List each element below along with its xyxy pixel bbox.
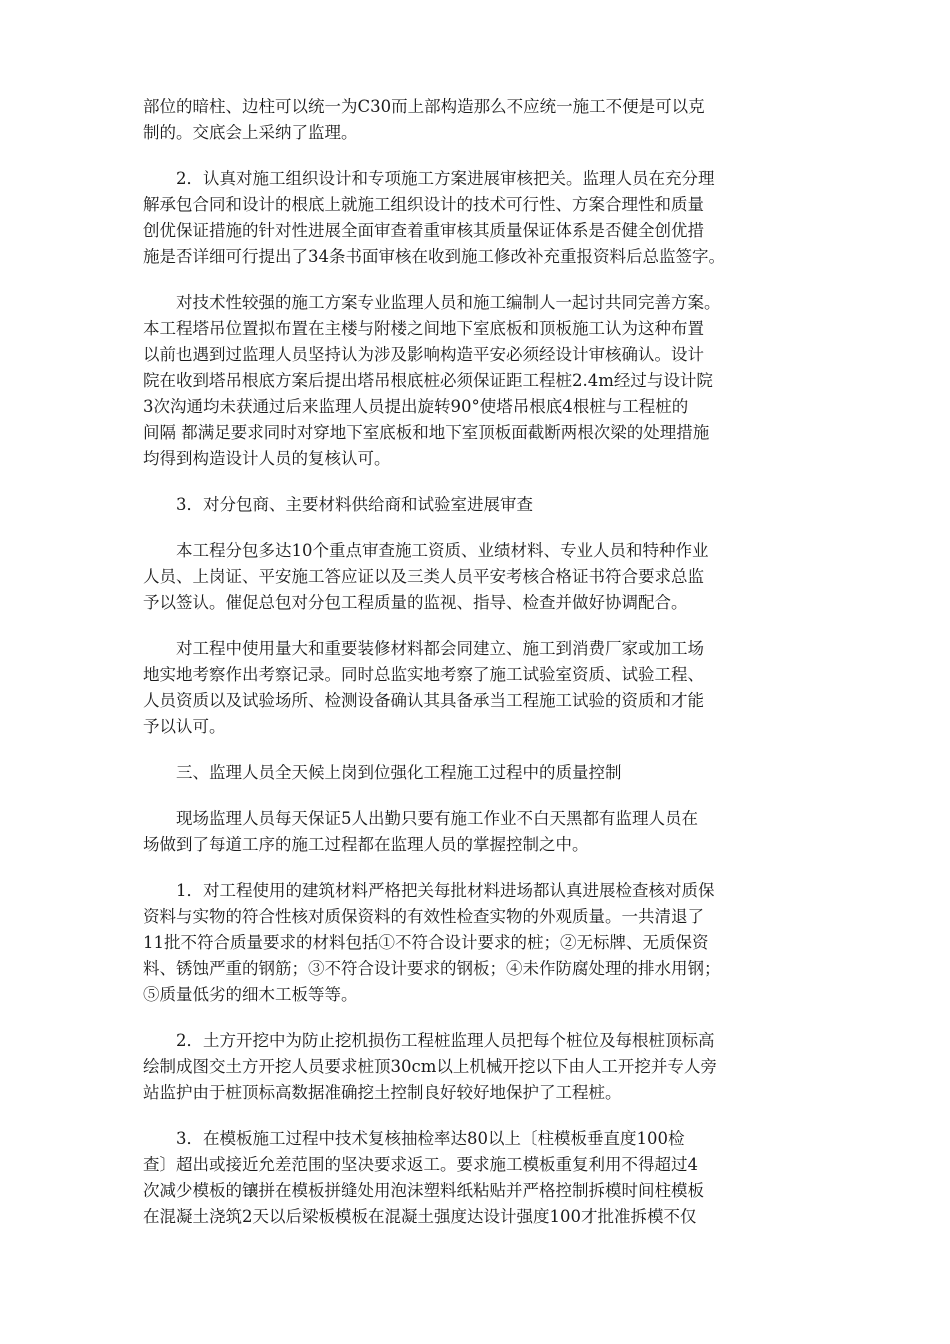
paragraph bbox=[143, 636, 823, 740]
paragraph bbox=[143, 94, 823, 146]
text-line: 部位的暗柱、边柱可以统一为C30而上部构造那么不应统一施工不便是可以克 bbox=[143, 97, 705, 116]
text-line: 次减少模板的镶拼在模板拼缝处用泡沫塑料纸粘贴并严格控制拆模时间柱模板 bbox=[143, 1181, 704, 1200]
text-line: 资料与实物的符合性核对质保资料的有效性检查实物的外观质量。一共清退了 bbox=[143, 907, 704, 926]
text-line: 三、监理人员全天候上岗到位强化工程施工过程中的质量控制 bbox=[143, 763, 622, 782]
paragraph bbox=[143, 492, 823, 518]
text-line: 2．土方开挖中为防止挖机损伤工程桩监理人员把每个桩位及每根桩顶标高 bbox=[143, 1031, 715, 1050]
text-line: ⑤质量低劣的细木工板等等。 bbox=[143, 985, 358, 1004]
text-line: 创优保证措施的针对性进展全面审查着重审核其质量保证体系是否健全创优措 bbox=[143, 221, 704, 240]
text-line: 予以认可。 bbox=[143, 717, 226, 736]
text-line: 本工程分包多达10个重点审查施工资质、业绩材料、专业人员和特种作业 bbox=[143, 541, 709, 560]
text-line: 在混凝土浇筑2天以后梁板模板在混凝土强度达设计强度100才批准拆模不仅 bbox=[143, 1207, 697, 1226]
text-line: 料、锈蚀严重的钢筋；③不符合设计要求的钢板；④未作防腐处理的排水用钢； bbox=[143, 959, 721, 978]
text-line: 均得到构造设计人员的复核认可。 bbox=[143, 449, 391, 468]
text-line: 2．认真对施工组织设计和专项施工方案进展审核把关。监理人员在充分理 bbox=[143, 169, 715, 188]
text-line: 予以签认。催促总包对分包工程质量的监视、指导、检查并做好协调配合。 bbox=[143, 593, 688, 612]
text-line: 站监护由于桩顶标高数据准确挖土控制良好较好地保护了工程桩。 bbox=[143, 1083, 622, 1102]
paragraph bbox=[143, 538, 823, 616]
text-line: 人员、上岗证、平安施工答应证以及三类人员平安考核合格证书符合要求总监 bbox=[143, 567, 704, 586]
text-line: 绘制成图交土方开挖人员要求桩顶30cm以上机械开挖以下由人工开挖并专人旁 bbox=[143, 1057, 717, 1076]
paragraph bbox=[143, 760, 823, 786]
document-body bbox=[143, 94, 823, 1250]
text-line: 3．在模板施工过程中技术复核抽检率达80以上〔柱模板垂直度100检 bbox=[143, 1129, 685, 1148]
text-line: 11批不符合质量要求的材料包括①不符合设计要求的桩；②无标牌、无质保资 bbox=[143, 933, 709, 952]
text-line: 施是否详细可行提出了34条书面审核在收到施工修改补充重报资料后总监签字。 bbox=[143, 247, 725, 266]
paragraph bbox=[143, 290, 823, 472]
text-line: 本工程塔吊位置拟布置在主楼与附楼之间地下室底板和顶板施工认为这种布置 bbox=[143, 319, 704, 338]
text-line: 现场监理人员每天保证5人出勤只要有施工作业不白天黑都有监理人员在 bbox=[143, 809, 698, 828]
paragraph bbox=[143, 878, 823, 1008]
text-line: 间隔 都满足要求同时对穿地下室底板和地下室顶板面截断两根次梁的处理措施 bbox=[143, 423, 710, 442]
paragraph bbox=[143, 1028, 823, 1106]
text-line: 以前也遇到过监理人员坚持认为涉及影响构造平安必须经设计审核确认。设计 bbox=[143, 345, 704, 364]
text-line: 院在收到塔吊根底方案后提出塔吊根底桩必须保证距工程桩2.4m经过与设计院 bbox=[143, 371, 713, 390]
text-line: 地实地考察作出考察记录。同时总监实地考察了施工试验室资质、试验工程、 bbox=[143, 665, 704, 684]
text-line: 制的。交底会上采纳了监理。 bbox=[143, 123, 358, 142]
text-line: 查〕超出或接近允差范围的坚决要求返工。要求施工模板重复利用不得超过4 bbox=[143, 1155, 698, 1174]
text-line: 对技术性较强的施工方案专业监理人员和施工编制人一起讨共同完善方案。 bbox=[143, 293, 721, 312]
paragraph bbox=[143, 1126, 823, 1230]
paragraph bbox=[143, 166, 823, 270]
text-line: 场做到了每道工序的施工过程都在监理人员的掌握控制之中。 bbox=[143, 835, 589, 854]
text-line: 1．对工程使用的建筑材料严格把关每批材料进场都认真进展检查核对质保 bbox=[143, 881, 715, 900]
text-line: 解承包合同和设计的根底上就施工组织设计的技术可行性、方案合理性和质量 bbox=[143, 195, 704, 214]
text-line: 3次沟通均未获通过后来监理人员提出旋转90°使塔吊根底4根桩与工程桩的 bbox=[143, 397, 689, 416]
text-line: 3．对分包商、主要材料供给商和试验室进展审查 bbox=[143, 495, 533, 514]
text-line: 人员资质以及试验场所、检测设备确认其具备承当工程施工试验的资质和才能 bbox=[143, 691, 704, 710]
paragraph bbox=[143, 806, 823, 858]
text-line: 对工程中使用量大和重要装修材料都会同建立、施工到消费厂家或加工场 bbox=[143, 639, 704, 658]
